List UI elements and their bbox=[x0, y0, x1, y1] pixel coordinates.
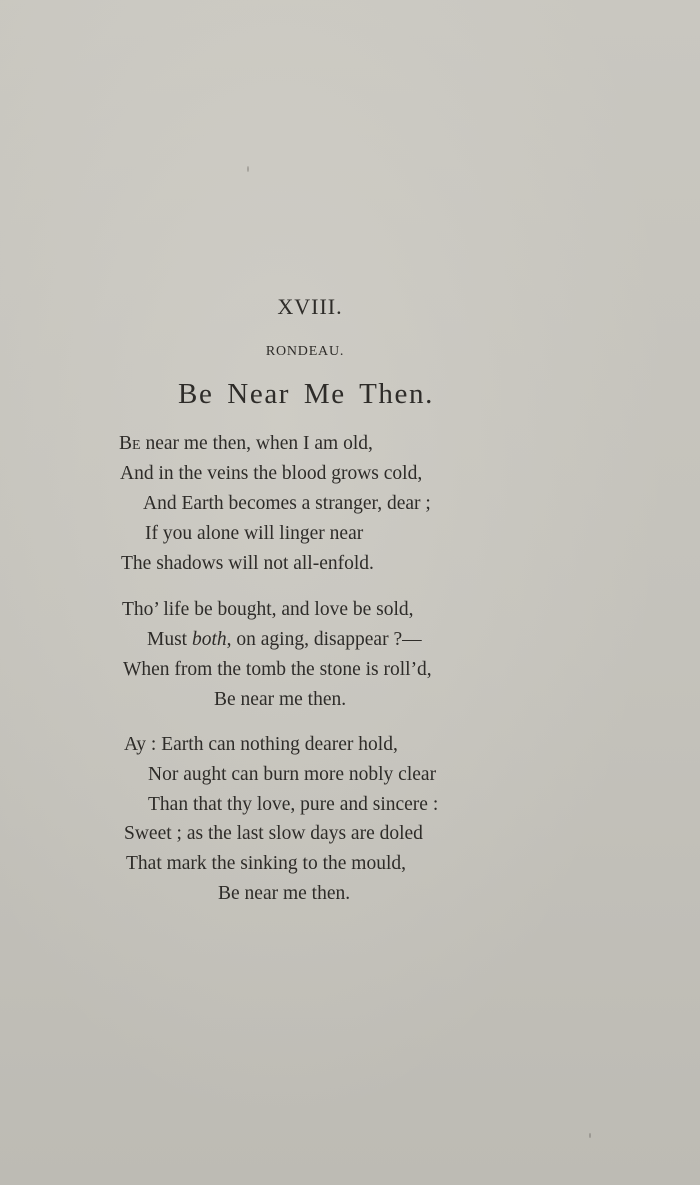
stanza-3-line-3: Than that thy love, pure and sincere : bbox=[148, 794, 439, 815]
poem-number: XVIII. bbox=[277, 294, 343, 319]
paper-speck bbox=[247, 166, 249, 172]
line-text: Must bbox=[147, 629, 192, 650]
poem-title: Be Near Me Then. bbox=[178, 378, 434, 410]
stanza-3-line-2: Nor aught can burn more nobly clear bbox=[148, 764, 437, 785]
paper-speck bbox=[589, 1133, 591, 1138]
stanza-1-line-5: The shadows will not all-enfold. bbox=[121, 553, 374, 574]
stanza-1-line-1 bbox=[119, 434, 373, 454]
stanza-2-line-2 bbox=[147, 630, 422, 650]
stanza-3-refrain: Be near me then. bbox=[218, 883, 351, 904]
stanza-3-line-5: That mark the sinking to the mould, bbox=[126, 853, 406, 874]
stanza-2-line-3: When from the tomb the stone is roll’d, bbox=[123, 659, 432, 680]
stanza-1-line-3: And Earth becomes a stranger, dear ; bbox=[143, 493, 431, 514]
drop-cap-word: Be bbox=[119, 433, 141, 454]
stanza-1-line-4: If you alone will linger near bbox=[145, 523, 364, 544]
line-text: , on aging, disappear ?— bbox=[226, 629, 422, 650]
stanza-2-refrain: Be near me then. bbox=[214, 689, 347, 710]
stanza-1-line-2: And in the veins the blood grows cold, bbox=[120, 463, 423, 484]
stanza-3-line-4: Sweet ; as the last slow days are doled bbox=[124, 823, 423, 844]
stanza-3-line-1: Ay : Earth can nothing dearer hold, bbox=[124, 734, 398, 755]
line-text: near me then, when I am old, bbox=[140, 433, 373, 454]
poem-form: RONDEAU. bbox=[265, 344, 345, 359]
italic-word: both bbox=[191, 629, 227, 650]
stanza-2-line-1: Tho’ life be bought, and love be sold, bbox=[122, 599, 414, 620]
